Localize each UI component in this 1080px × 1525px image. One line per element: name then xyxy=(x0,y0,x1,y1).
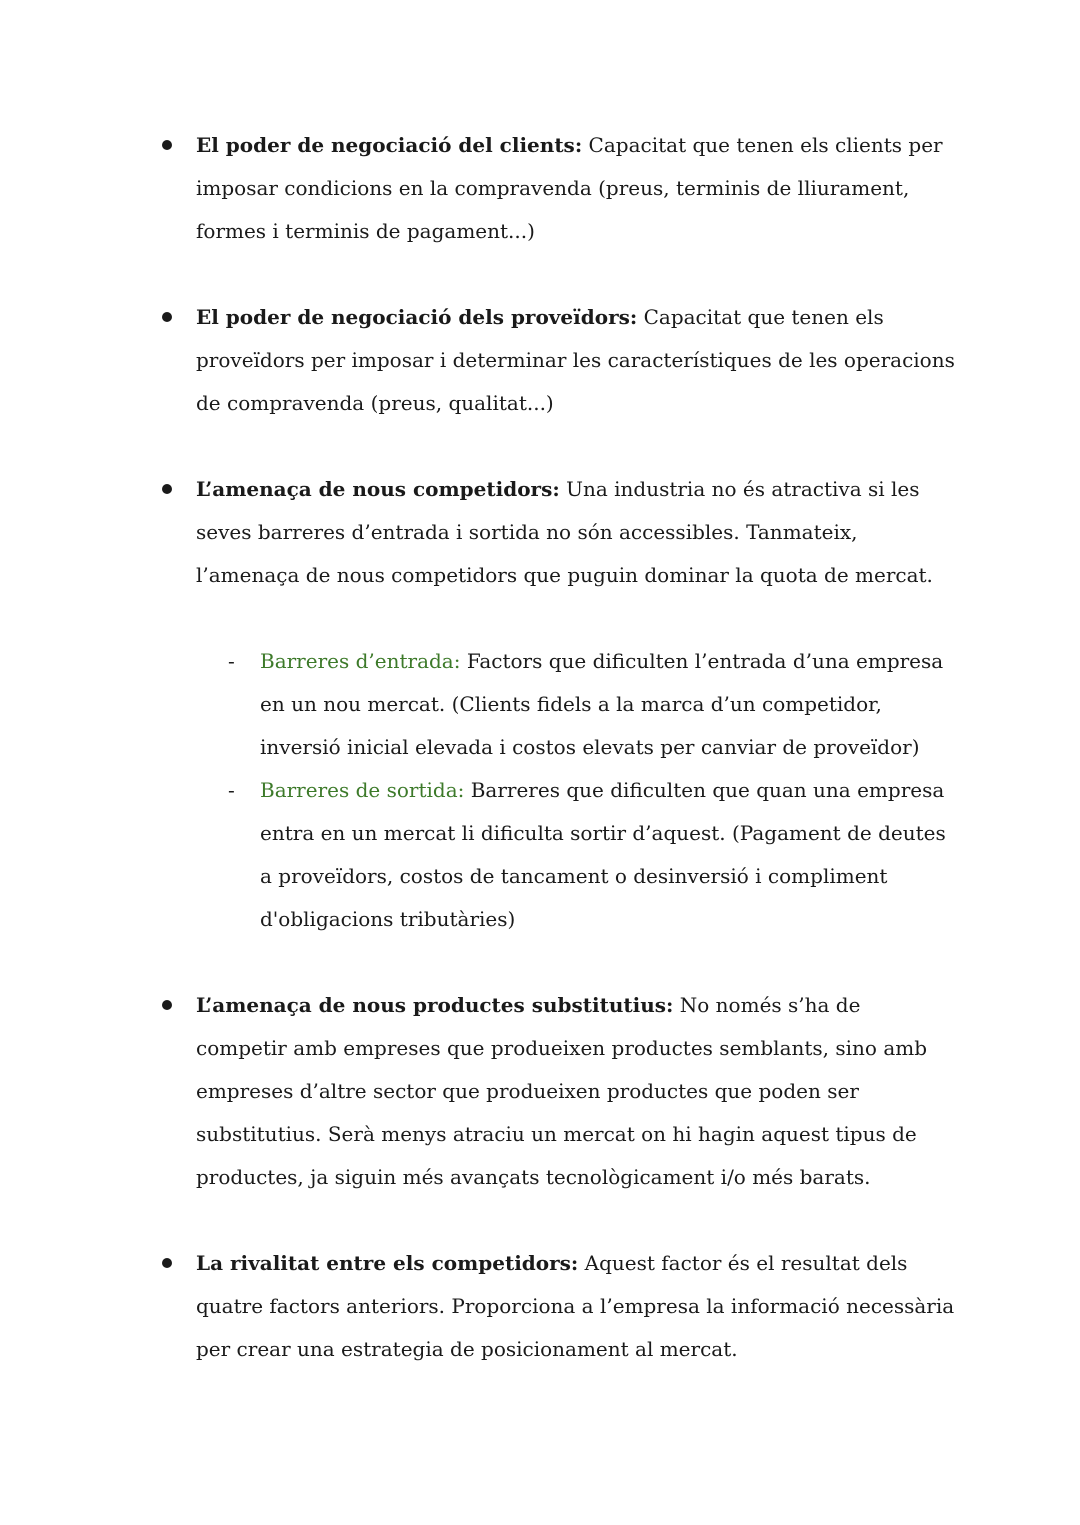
list-item-text xyxy=(196,468,956,597)
bullet-icon xyxy=(162,312,172,322)
sub-item-text xyxy=(260,640,960,769)
list-item-term: La rivalitat entre els competidors: xyxy=(196,1251,579,1275)
list-item-description: Una industria no és atractiva si les seves barreres d’entrada i sortida no són accessibles. Tanmateix, l’amenaça de nous competidors que puguin dominar la quota de mercat. xyxy=(196,477,933,587)
list-item-description: Capacitat que tenen els proveïdors per imposar i determinar les característiques de les operacions de compravenda (preus, qualitat...) xyxy=(196,305,955,415)
list-item-term: El poder de negociació del clients: xyxy=(196,133,583,157)
list-item-text xyxy=(196,1242,956,1371)
sub-item-text xyxy=(260,769,960,941)
sub-item-description: Factors que dificulten l’entrada d’una empresa en un nou mercat. (Clients fidels a la marca d’un competidor, inversió inicial elevada i costos elevats per canviar de proveïdor) xyxy=(260,649,944,759)
sub-item-description: Barreres que dificulten que quan una empresa entra en un mercat li dificulta sortir d’aquest. (Pagament de deutes a proveïdors, costos de tancament o desinversió i compliment d'obligacions tributàries) xyxy=(260,778,946,931)
list-item-term: El poder de negociació dels proveïdors: xyxy=(196,305,638,329)
dash-icon: - xyxy=(228,649,235,673)
dash-icon: - xyxy=(228,778,235,802)
bullet-icon xyxy=(162,484,172,494)
list-item-text xyxy=(196,984,956,1199)
sub-item-term: Barreres d’entrada: xyxy=(260,649,461,673)
bullet-icon xyxy=(162,1258,172,1268)
list-item-description: No només s’ha de competir amb empreses que produeixen productes semblants, sino amb empreses d’altre sector que produeixen productes que poden ser substitutius. Serà menys atraciu un mercat on hi hagin aquest tipus de productes, ja siguin més avançats tecnològicament i/o més barats. xyxy=(196,993,928,1189)
sub-item-term: Barreres de sortida: xyxy=(260,778,465,802)
list-item-text xyxy=(196,296,956,425)
bullet-icon xyxy=(162,1000,172,1010)
list-item-text xyxy=(196,124,956,253)
bullet-icon xyxy=(162,140,172,150)
list-item-term: L’amenaça de nous competidors: xyxy=(196,477,560,501)
list-item-term: L’amenaça de nous productes substitutius: xyxy=(196,993,674,1017)
list-item-description: Aquest factor és el resultat dels quatre factors anteriors. Proporciona a l’empresa la informació necessària per crear una estrategia de posicionament al mercat. xyxy=(196,1251,955,1361)
list-item-description: Capacitat que tenen els clients per imposar condicions en la compravenda (preus, terminis de lliurament, formes i terminis de pagament...) xyxy=(196,133,943,243)
